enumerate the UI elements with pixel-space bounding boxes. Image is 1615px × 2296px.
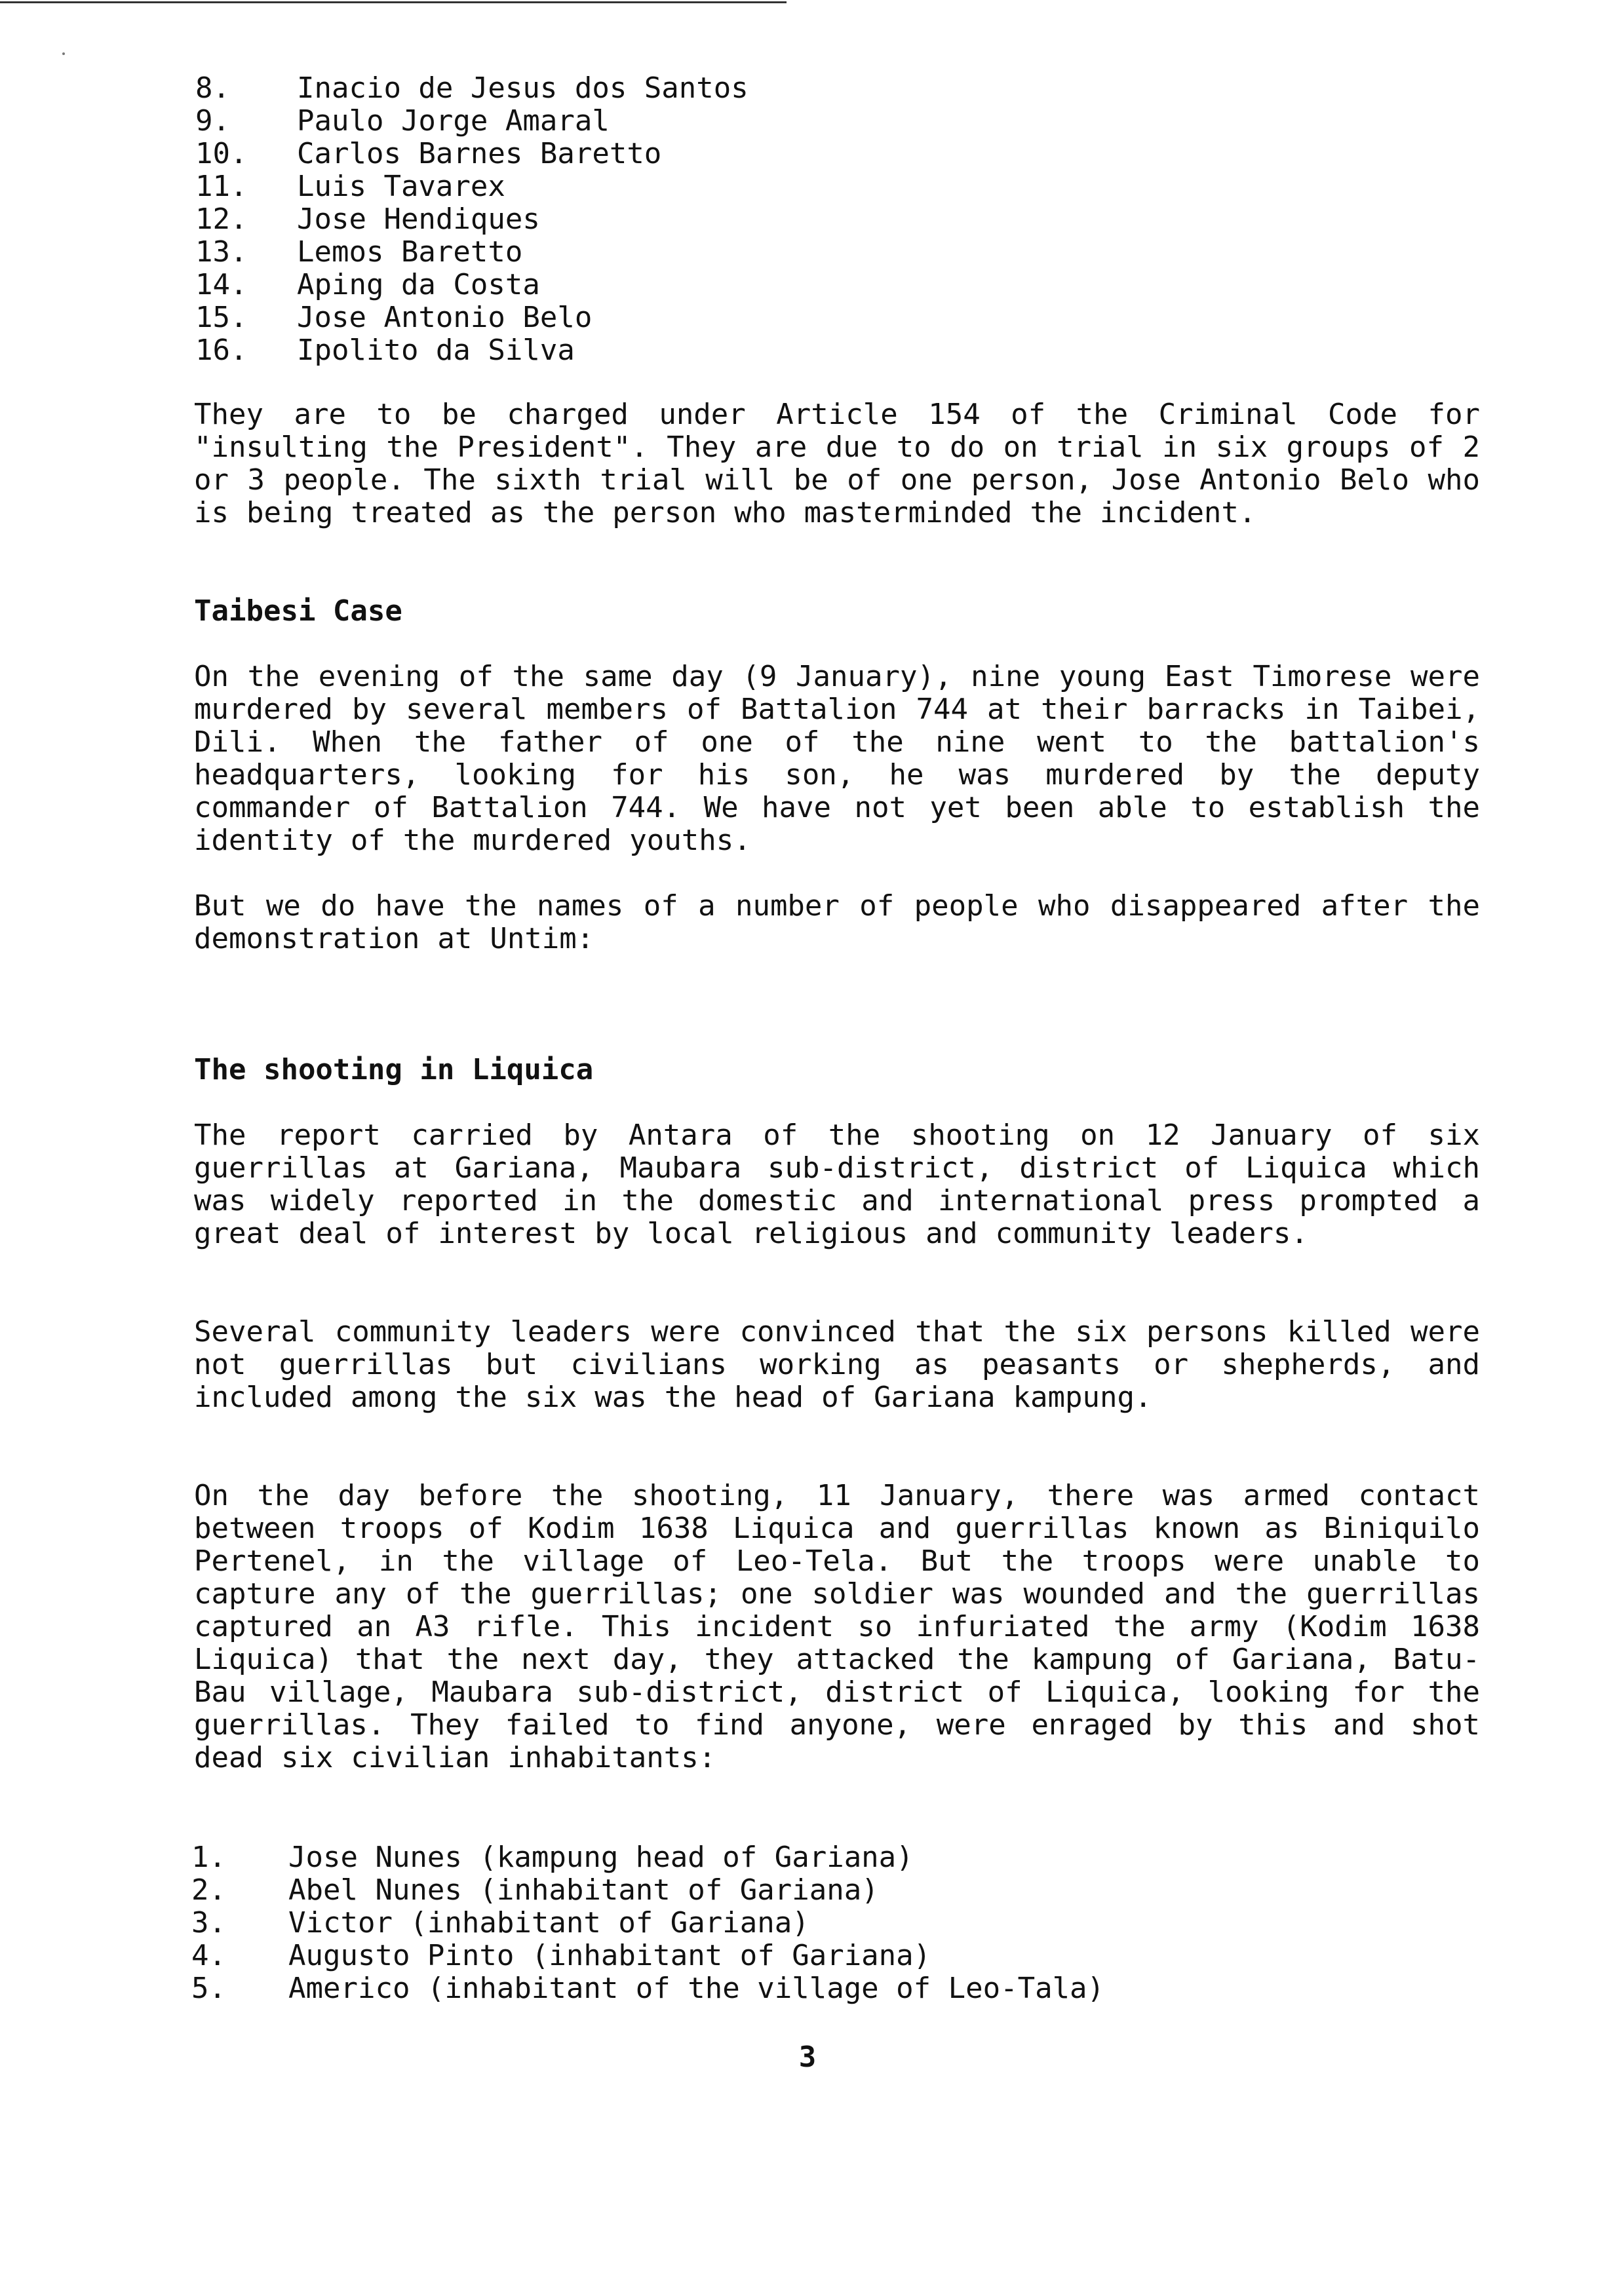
- list-item-text: Americo (inhabitant of the village of Leo-Tala): [288, 1972, 1105, 2005]
- liquica-heading: The shooting in Liquica: [194, 1053, 594, 1086]
- charges-paragraph: They are to be charged under Article 154 of the Criminal Code for "insulting the President". They are due to do on trial in six groups of 2 or 3 people. The sixth trial will be of one person, Jose Antonio Belo who is being treated as the person who masterminded the incident.: [194, 398, 1480, 529]
- list-item-text: Luis Tavarex: [297, 170, 505, 203]
- list-item-text: Augusto Pinto (inhabitant of Gariana): [288, 1939, 931, 1972]
- list-item-number: 12.: [195, 202, 248, 236]
- list-item-number: 15.: [195, 301, 248, 334]
- list-item-number: 16.: [195, 334, 248, 367]
- list-item-number: 8.: [195, 71, 230, 105]
- top-edge-rule: [0, 1, 787, 3]
- list-item-number: 1.: [191, 1841, 226, 1874]
- list-item-text: Abel Nunes (inhabitant of Gariana): [288, 1873, 879, 1907]
- list-item-text: Carlos Barnes Baretto: [297, 137, 662, 170]
- list-item-number: 3.: [191, 1906, 226, 1940]
- taibesi-paragraph: On the evening of the same day (9 January), nine young East Timorese were murdered by several members of Battalion 744 at their barracks in Taibei, Dili. When the father of one of the nine went to the battalion's headquarters, looking for his son, he was murdered by the deputy commander of Battalion 744. We have not yet been able to establish the identity of the murdered youths.: [194, 660, 1480, 857]
- list-item-text: Victor (inhabitant of Gariana): [288, 1906, 809, 1940]
- community-leaders-paragraph: Several community leaders were convinced that the six persons killed were not guerrillas but civilians working as peasants or shepherds, and included among the six was the head of Gariana kampung.: [194, 1315, 1480, 1414]
- list-item-text: Jose Nunes (kampung head of Gariana): [288, 1841, 914, 1874]
- list-item-number: 4.: [191, 1939, 226, 1972]
- day-before-paragraph: On the day before the shooting, 11 January, there was armed contact between troops of Kodim 1638 Liquica and guerrillas known as Biniquilo Pertenel, in the village of Leo-Tela. But the troops were unable to capture any of the guerrillas; one soldier was wounded and the guerrillas captured an A3 rifle. This incident so infuriated the army (Kodim 1638 Liquica) that the next day, they attacked the kampung of Gariana, Batu-Bau village, Maubara sub-district, district of Liquica, looking for the guerrillas. They failed to find anyone, were enraged by this and shot dead six civilian inhabitants:: [194, 1479, 1480, 1774]
- page-number: 3: [798, 2040, 817, 2074]
- list-item-number: 9.: [195, 104, 230, 138]
- list-item-number: 11.: [195, 170, 248, 203]
- list-item-text: Jose Antonio Belo: [297, 301, 593, 334]
- list-item-number: 5.: [191, 1972, 226, 2005]
- antara-paragraph: The report carried by Antara of the shooting on 12 January of six guerrillas at Gariana, Maubara sub-district, district of Liquica which was widely reported in the domestic and international press prompted a great deal of interest by local religious and community leaders.: [194, 1119, 1480, 1250]
- list-item-text: Lemos Baretto: [297, 235, 523, 269]
- taibesi-heading: Taibesi Case: [194, 594, 402, 628]
- list-item-text: Jose Hendiques: [297, 202, 540, 236]
- list-item-text: Paulo Jorge Amaral: [297, 104, 610, 138]
- list-item-text: Aping da Costa: [297, 268, 540, 301]
- list-item-number: 2.: [191, 1873, 226, 1907]
- list-item-text: Inacio de Jesus dos Santos: [297, 71, 749, 105]
- disappeared-paragraph: But we do have the names of a number of people who disappeared after the demonstration at Untim:: [194, 889, 1480, 955]
- list-item-number: 14.: [195, 268, 248, 301]
- scan-speck: [62, 52, 65, 55]
- list-item-number: 10.: [195, 137, 248, 170]
- list-item-text: Ipolito da Silva: [297, 334, 575, 367]
- list-item-number: 13.: [195, 235, 248, 269]
